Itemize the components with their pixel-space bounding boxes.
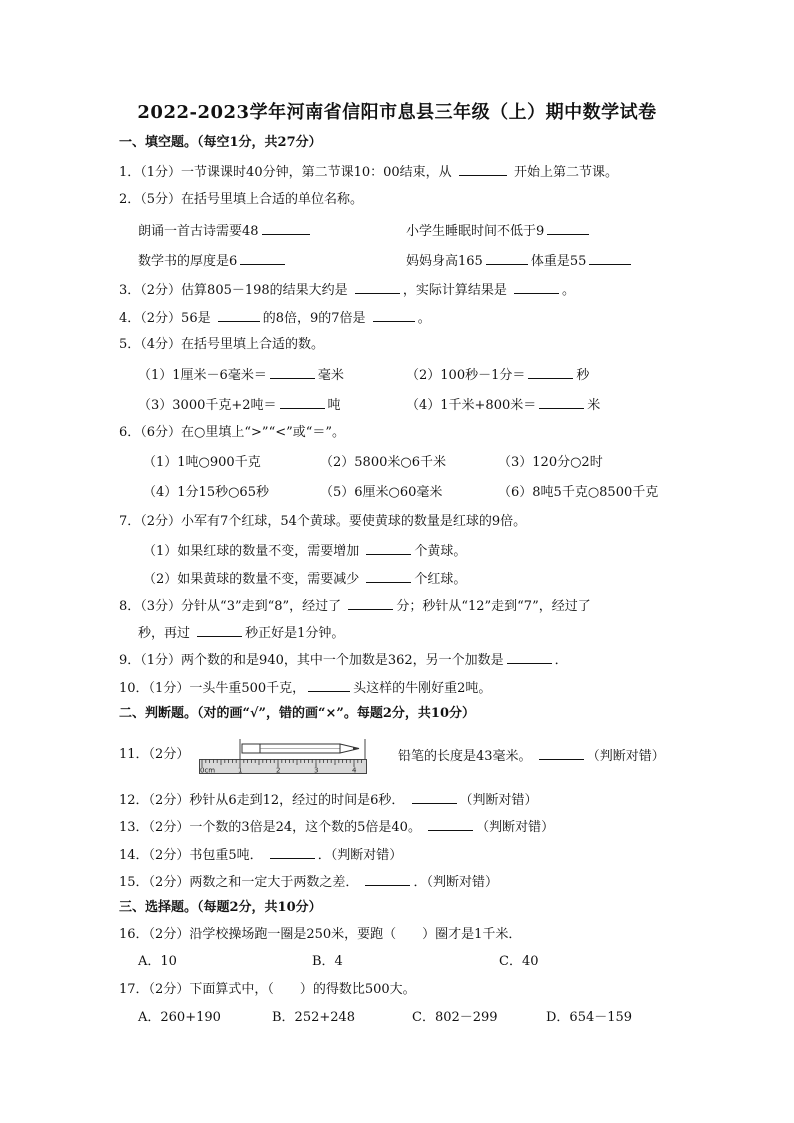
answer-blank[interactable] <box>308 678 350 692</box>
question-6-item-2: （2）5800米○6千米 <box>320 455 446 470</box>
answer-blank[interactable] <box>218 308 260 322</box>
question-7-stem: 7．（2分）小军有7个红球，54个黄球。要使黄球的数量是红球的9倍。 <box>119 514 527 529</box>
pencil-ruler-figure <box>199 735 367 775</box>
answer-blank[interactable] <box>280 395 325 409</box>
answer-blank[interactable] <box>355 280 400 294</box>
answer-blank[interactable] <box>373 308 415 322</box>
answer-blank[interactable] <box>539 395 584 409</box>
answer-blank[interactable] <box>262 221 310 235</box>
question-6-item-3: （3）120分○2时 <box>498 455 603 470</box>
pencil-icon <box>240 739 365 759</box>
answer-blank[interactable] <box>366 541 411 555</box>
exam-title: 2022-2023学年河南省信阳市息县三年级（上）期中数学试卷 <box>137 102 657 123</box>
judge-blank[interactable] <box>539 746 584 760</box>
answer-blank[interactable] <box>528 365 573 379</box>
question-12: 12．（2分）秒针从6走到12，经过的时间是6秒． （判断对错） <box>119 790 538 810</box>
question-10: 10．（1分）一头牛重500千克， 头这样的牛刚好重2吨。 <box>119 678 491 698</box>
question-16-option-c[interactable]: C．40 <box>499 954 539 969</box>
judge-blank[interactable] <box>412 790 457 804</box>
ruler-label-4: 4 <box>352 766 357 775</box>
question-17-option-d[interactable]: D．654－159 <box>546 1010 633 1025</box>
question-11-text: 铅笔的长度是43毫米。 （判断对错） <box>398 746 665 766</box>
question-15: 15．（2分）两数之和一定大于两数之差． ．（判断对错） <box>119 872 498 892</box>
question-13: 13．（2分）一个数的3倍是24，这个数的5倍是40。 （判断对错） <box>119 817 554 837</box>
question-16-option-b[interactable]: B．4 <box>312 954 343 969</box>
answer-blank[interactable] <box>197 623 242 637</box>
question-7-item-2: （2）如果黄球的数量不变，需要减少 个红球。 <box>143 569 466 589</box>
question-2-item-1: 朗诵一首古诗需要48 <box>138 221 313 241</box>
question-2-item-3: 数学书的厚度是6 <box>138 251 288 271</box>
question-17-stem: 17．（2分）下面算式中，（ ）的得数比500大。 <box>119 982 416 997</box>
answer-blank[interactable] <box>459 162 507 176</box>
question-9: 9．（1分）两个数的和是940，其中一个加数是362，另一个加数是 ． <box>119 650 568 670</box>
question-16-stem: 16．（2分）沿学校操场跑一圈是250米，要跑（ ）圈才是1千米． <box>119 927 522 942</box>
answer-blank[interactable] <box>589 251 631 265</box>
question-17-option-b[interactable]: B．252+248 <box>272 1010 356 1025</box>
ruler-label-1: 1 <box>238 766 243 775</box>
question-8-line-1: 8．（3分）分针从“3”走到“8”，经过了 分；秒针从“12”走到“7”，经过了 <box>119 596 591 616</box>
question-2-stem: 2．（5分）在括号里填上合适的单位名称。 <box>119 192 364 207</box>
question-5-item-3: （3）3000千克+2吨＝ 吨 <box>138 395 341 415</box>
question-6-item-4: （4）1分15秒○65秒 <box>143 485 269 500</box>
question-17-option-a[interactable]: A．260+190 <box>138 1010 221 1025</box>
answer-blank[interactable] <box>240 251 285 265</box>
question-4: 4．（2分）56是 的8倍，9的7倍是 。 <box>119 308 431 328</box>
section-true-false: 二、判断题。（对的画“√”，错的画“×”。每题2分，共10分） <box>119 706 475 721</box>
question-16-option-a[interactable]: A．10 <box>138 954 177 969</box>
answer-blank[interactable] <box>270 365 315 379</box>
question-5-item-2: （2）100秒－1分＝ 秒 <box>406 365 589 385</box>
ruler-label-0: 0cm <box>200 766 216 775</box>
question-5-item-1: （1）1厘米－6毫米＝ 毫米 <box>138 365 344 385</box>
question-2-item-4: 妈妈身高165 体重是55 <box>406 251 634 271</box>
question-6-item-6: （6）8吨5千克○8500千克 <box>498 485 659 500</box>
question-11-label: 11．（2分） <box>119 747 190 762</box>
answer-blank[interactable] <box>547 221 589 235</box>
question-7-item-1: （1）如果红球的数量不变，需要增加 个黄球。 <box>143 541 466 561</box>
answer-blank[interactable] <box>366 569 411 583</box>
answer-blank[interactable] <box>348 596 393 610</box>
answer-blank[interactable] <box>507 650 552 664</box>
question-6-stem: 6．（6分）在○里填上“>”“<”或“＝”。 <box>119 425 346 440</box>
judge-blank[interactable] <box>270 845 315 859</box>
section-multiple-choice: 三、选择题。（每题2分，共10分） <box>119 900 322 915</box>
pencil-ruler-svg <box>199 735 367 775</box>
section-fill-blank: 一、填空题。（每空1分，共27分） <box>119 135 322 150</box>
ruler-label-3: 3 <box>314 766 319 775</box>
answer-blank[interactable] <box>486 251 528 265</box>
question-14: 14．（2分）书包重5吨． ．（判断对错） <box>119 845 402 865</box>
answer-blank[interactable] <box>514 280 559 294</box>
judge-blank[interactable] <box>365 872 410 886</box>
question-5-item-4: （4）1千米+800米＝ 米 <box>406 395 600 415</box>
question-6-item-1: （1）1吨○900千克 <box>143 455 261 470</box>
question-17-option-c[interactable]: C．802－299 <box>412 1010 498 1025</box>
question-2-item-2: 小学生睡眠时间不低于9 <box>406 221 592 241</box>
question-5-stem: 5．（4分）在括号里填上合适的数。 <box>119 337 325 352</box>
question-8-line-2: 秒，再过 秒正好是1分钟。 <box>138 623 344 643</box>
judge-blank[interactable] <box>428 817 473 831</box>
question-3: 3．（2分）估算805－198的结果大约是 ，实际计算结果是 。 <box>119 280 575 300</box>
ruler-label-2: 2 <box>276 766 281 775</box>
question-1: 1．（1分）一节课课时40分钟，第二节课10：00结束，从 开始上第二节课。 <box>119 162 618 182</box>
question-6-item-5: （5）6厘米○60毫米 <box>320 485 443 500</box>
